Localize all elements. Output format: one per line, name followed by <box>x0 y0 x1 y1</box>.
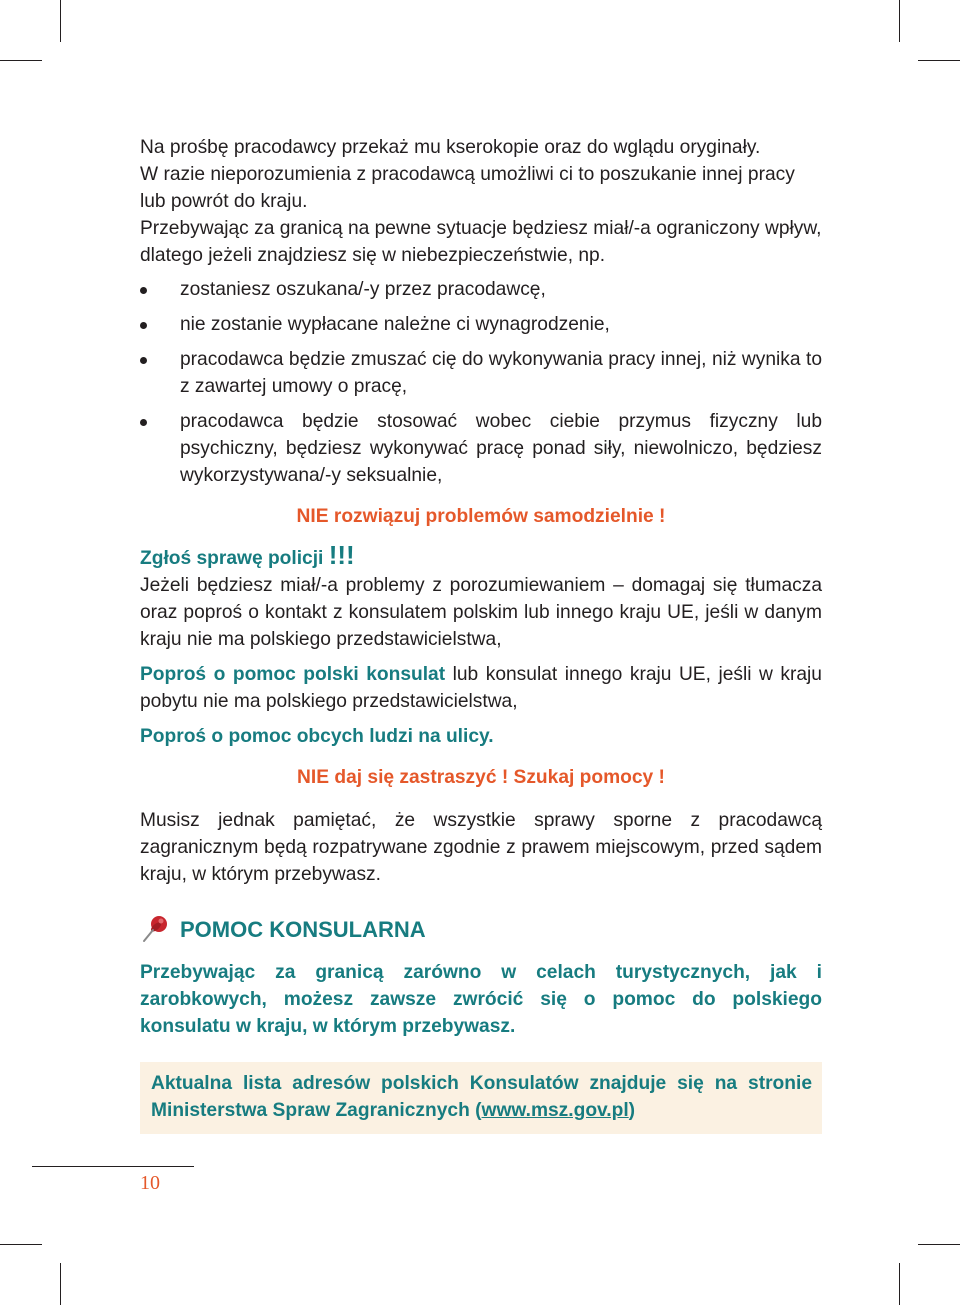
consular-lead: Przebywając za granicą zarówno w celach turystycznych, jak i zarobkowych, możesz zawsze zwrócić się o pomoc do polskiego konsulatu w kraju, w którym przebywasz. <box>140 962 822 1037</box>
warning-heading: NIE rozwiązuj problemów samodzielnie ! <box>296 506 666 527</box>
crop-mark <box>899 1263 900 1305</box>
report-to-police: Zgłoś sprawę policji !!! <box>140 540 355 570</box>
list-item: nie zostanie wypłacane należne ci wynagrodzenie, <box>140 311 822 338</box>
msz-link[interactable]: www.msz.gov.pl <box>481 1100 629 1121</box>
pushpin-icon <box>140 915 170 945</box>
crop-mark <box>918 1244 960 1245</box>
intro-line: W razie nieporozumienia z pracodawcą umożliwi ci to poszukanie innej pracy lub powrót do kraju. <box>140 164 795 212</box>
bullet-icon <box>140 322 147 329</box>
danger-list <box>140 276 822 489</box>
crop-mark <box>0 60 42 61</box>
crop-mark <box>0 1244 42 1245</box>
section-header <box>140 915 822 945</box>
list-item: pracodawca będzie stosować wobec ciebie przymus fizyczny lub psychiczny, będziesz wykonywać pracę ponad siły, niewolniczo, będziesz wykorzystywana/-y seksualnie, <box>140 408 822 489</box>
strangers-paragraph: Poproś o pomoc obcych ludzi na ulicy. <box>140 726 494 747</box>
crop-mark <box>899 0 900 42</box>
disputes-paragraph: Musisz jednak pamiętać, że wszystkie sprawy sporne z pracodawcą zagranicznym będą rozpatrywane zgodnie z prawem miejscowym, przed sądem kraju, w którym przebywasz. <box>140 810 822 885</box>
bullet-icon <box>140 357 147 364</box>
footer-divider <box>32 1166 194 1167</box>
warning-heading: NIE daj się zastraszyć ! Szukaj pomocy ! <box>297 767 665 788</box>
list-item: zostaniesz oszukana/-y przez pracodawcę, <box>140 276 822 303</box>
list-item: pracodawca będzie zmuszać cię do wykonywania pracy innej, niż wynika to z zawartej umowy o pracę, <box>140 346 822 400</box>
crop-mark <box>60 0 61 42</box>
crop-mark <box>60 1263 61 1305</box>
intro-line: Na prośbę pracodawcy przekaż mu kserokopie oraz do wglądu oryginały. <box>140 137 761 158</box>
info-box: Aktualna lista adresów polskich Konsulatów znajduje się na stronie Ministerstwa Spraw Zagranicznych (www.msz.gov.pl) <box>140 1062 822 1134</box>
bullet-icon <box>140 419 147 426</box>
crop-mark <box>918 60 960 61</box>
consulate-paragraph: Poproś o pomoc polski konsulat lub konsulat innego kraju UE, jeśli w kraju pobytu nie ma polskiego przedstawicielstwa, <box>140 664 822 712</box>
page-number: 10 <box>140 1172 160 1194</box>
intro-line: Przebywając za granicą na pewne sytuacje będziesz miał/-a ograniczony wpływ, dlatego jeżeli znajdziesz się w niebezpieczeństwie, np. <box>140 218 822 266</box>
page-content <box>140 134 822 1134</box>
bullet-icon <box>140 287 147 294</box>
translator-paragraph: Jeżeli będziesz miał/-a problemy z porozumiewaniem – domagaj się tłumacza oraz poproś o kontakt z konsulatem polskim lub innego kraju UE, jeśli w danym kraju nie ma polskiego przedstawicielstwa, <box>140 575 822 650</box>
section-title: POMOC KONSULARNA <box>180 917 426 942</box>
